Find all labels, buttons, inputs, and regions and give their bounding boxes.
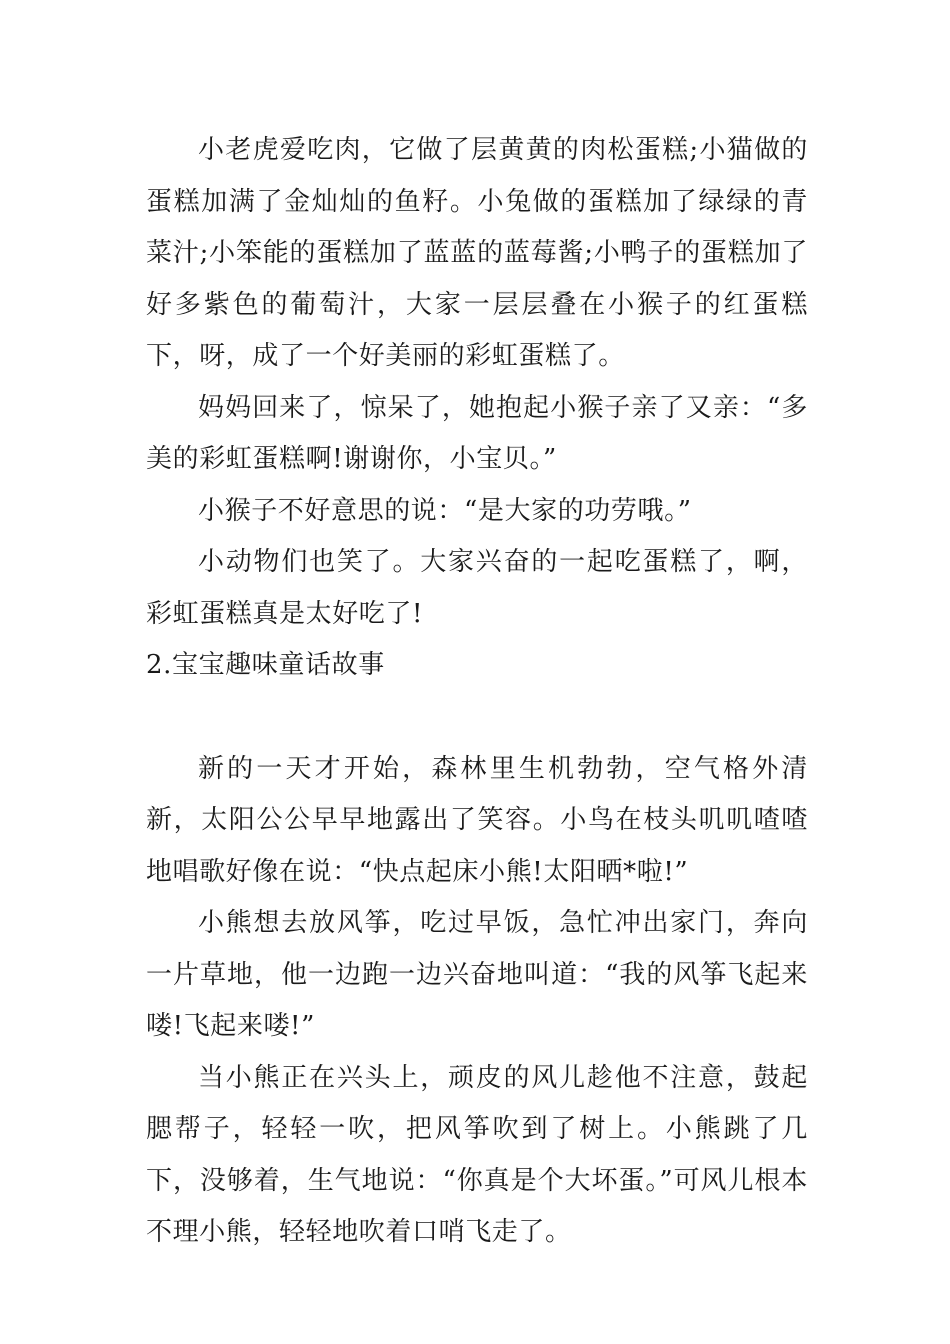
section-spacer xyxy=(146,692,808,744)
story-paragraph: 妈妈回来了，惊呆了，她抱起小猴子亲了又亲：“多美的彩虹蛋糕啊!谢谢你，小宝贝。” xyxy=(146,392,808,474)
story-paragraph: 小动物们也笑了。大家兴奋的一起吃蛋糕了，啊，彩虹蛋糕真是太好吃了! xyxy=(146,547,808,629)
story-paragraph: 当小熊正在兴头上，顽皮的风儿趁他不注意，鼓起腮帮子，轻轻一吹，把风筝吹到了树上。小熊跳了几下，没够着，生气地说：“你真是个大坏蛋。”可风儿根本不理小熊，轻轻地吹着口哨飞走了。 xyxy=(146,1062,808,1247)
story-paragraph: 小熊想去放风筝，吃过早饭，急忙冲出家门，奔向一片草地，他一边跑一边兴奋地叫道：“我的风筝飞起来喽!飞起来喽!” xyxy=(146,908,808,1041)
document-body xyxy=(146,125,808,1259)
story-paragraph: 新的一天才开始，森林里生机勃勃，空气格外清新，太阳公公早早地露出了笑容。小鸟在枝头叽叽喳喳地唱歌好像在说：“快点起床小熊!太阳晒*啦!” xyxy=(146,753,808,887)
section-heading: 2.宝宝趣味童话故事 xyxy=(146,650,385,680)
story-paragraph: 小猴子不好意思的说：“是大家的功劳哦。” xyxy=(198,495,692,526)
story-paragraph: 小老虎爱吃肉，它做了层黄黄的肉松蛋糕;小猫做的蛋糕加满了金灿灿的鱼籽。小兔做的蛋糕加了绿绿的青菜汁;小笨能的蛋糕加了蓝蓝的蓝莓酱;小鸭子的蛋糕加了好多紫色的葡萄汁，大家一层层叠在小猴子的红蛋糕下，呀，成了一个好美丽的彩虹蛋糕了。 xyxy=(146,135,808,371)
